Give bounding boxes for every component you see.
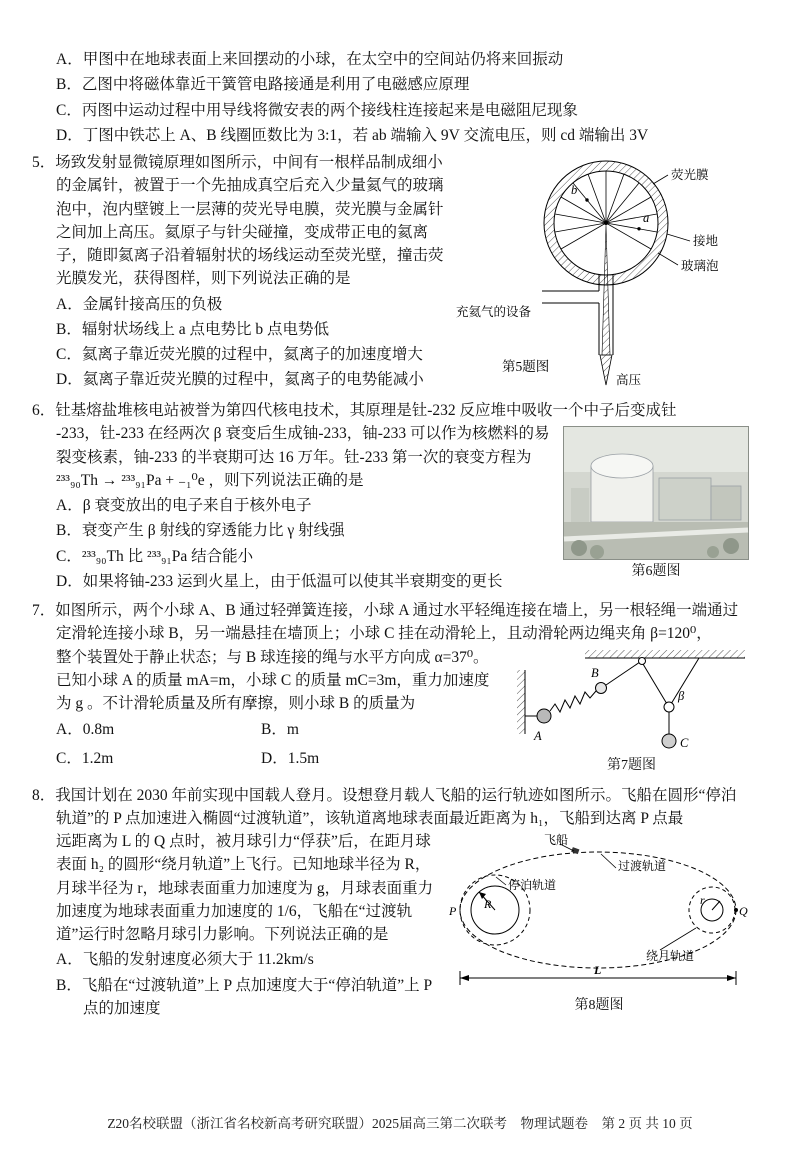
helium-device-label: 充氦气的设备	[456, 305, 532, 319]
q8-option-b: B．飞船在“过渡轨道”上 P 点加速度大于“停泊轨道”上 P 点的加速度	[56, 976, 432, 1017]
lunar-orbit-label: 绕月轨道	[646, 949, 695, 963]
movable-pulley	[664, 702, 674, 712]
page-footer: Z20名校联盟（浙江省名校新高考研究联盟）2025届高三第二次联考 物理试题卷 第 2 页 共 10 页	[107, 1115, 693, 1131]
q6-option-d: D．如果将铀-233 运到火星上，由于低温可以使其半衰期变的更长	[56, 572, 503, 590]
transfer-orbit	[460, 852, 736, 968]
lunar-orbit-figure	[448, 832, 750, 994]
transfer-orbit-label: 过渡轨道	[618, 859, 667, 873]
q8-option-a: A．飞船的发射速度必须大于 11.2km/s	[56, 951, 314, 969]
figure-caption: 第6题图	[631, 564, 681, 580]
question-6-stem-line1: 6．钍基熔盐堆核电站被誉为第四代核电技术，其原理是钍-232 反应堆中吸收一个中子后变成钍	[32, 402, 677, 419]
pulley-spring-figure	[513, 648, 750, 754]
q6-option-a: A．β 衰变放出的电子来自于核外电子	[56, 497, 312, 514]
figure-caption: 第5题图	[502, 359, 550, 374]
q7-option-d: D．1.5m	[261, 749, 320, 767]
q4-option-b: B．乙图中将磁体靠近干簧管电路接通是利用了电磁感应原理	[56, 76, 470, 94]
field-emission-microscope-figure	[454, 153, 750, 391]
q-point-dot	[734, 908, 738, 912]
label-R: R	[484, 897, 492, 911]
question-7-stem-line1: 7．如图所示，两个小球 A、B 通过轻弹簧连接，小球 A 通过水平轻绳连接在墙上，另一根轻绳一端通过定滑轮连接小球 B，另一端悬挂在墙顶上；小球 C 挂在动滑轮上，且动滑轮两边绳夹角 β=120⁰，	[32, 602, 739, 643]
point-b-label: b	[571, 183, 578, 197]
question-8-stem-line2: 远距离为 L 的 Q 点时，被月球引力“俘获”后，在距月球表面 h₂ 的圆形“绕月轨道”上飞行。已知地球半径为 R，月球半径为 r，地球表面重力加速度为 g，月球表面重力加速度为地球表面重力加速度的 1/6，飞船在“过渡轨道”运行时忽略月球引力影响。下列说法正确的是	[56, 833, 434, 943]
spring	[550, 691, 596, 712]
label-r: r	[700, 893, 705, 907]
label-P: P	[449, 904, 457, 918]
figure-q7	[513, 648, 750, 776]
ball-C	[662, 734, 676, 748]
question-8	[32, 784, 750, 1023]
point-b-dot	[585, 198, 588, 201]
question-6-stem-line2: -233，钍-233 在经两次 β 衰变后生成铀-233，铀-233 可以作为核燃料的易裂变核素，铀-233 的半衰期可达 16 万年。钍-233 第一次的衰变方程为 ²³³₉₀Th → ²³³₉₁Pa + ₋₁⁰e ，则下列说法正确的是	[56, 425, 550, 489]
q4-option-d: D．丁图中铁芯上 A、B 线圈匝数比为 3:1，若 ab 端输入 9V 交流电压，则 cd 端输出 3V	[56, 126, 649, 144]
q5-option-d: D．氦离子靠近荧光膜的过程中，氦离子的电势能减小	[56, 371, 424, 389]
high-voltage-label: 高压	[616, 373, 642, 387]
label-beta: β	[678, 688, 685, 703]
figure-q6	[562, 426, 750, 582]
ceiling	[585, 650, 745, 658]
q7-option-a: A．0.8m	[56, 721, 115, 739]
question-7	[32, 599, 750, 780]
label-Q: Q	[739, 904, 748, 918]
label-L: L	[594, 963, 602, 977]
figure-q8	[448, 832, 750, 1016]
question-5-stem: 5．场致发射显微镜原理如图所示，中间有一根样品制成细小的金属针，被置于一个先抽成真空后充入少量氦气的玻璃泡中，泡内壁镀上一层薄的荧光导电膜，荧光膜与金属针之间加上高压。氦原子与针尖碰撞，变成带正电的氦离子，随即氦离子沿着辐射状的场线运动至荧光壁，撞击荧光膜发光，获得图样，则下列说法正确的是	[32, 154, 444, 288]
point-a-dot	[637, 227, 640, 230]
fluorescent-film-label: 荧光膜	[671, 168, 709, 182]
q5-option-a: A．金属针接高压的负极	[56, 295, 223, 313]
figure-caption: 第8题图	[574, 998, 624, 1013]
question-7-stem-line2: 整个装置处于静止状态；与 B 球连接的绳与水平方向成 α=37⁰。已知小球 A 的质量 mA=m，小球 C 的质量 mC=3m，重力加速度为 g 。不计滑轮质量及所有摩擦，则小球 B 的质量为	[56, 648, 490, 712]
q4-option-a: A．甲图中在地球表面上来回摆动的小球，在太空中的空间站仍将来回振动	[56, 51, 564, 68]
craft-label: 飞船	[544, 833, 569, 847]
figure-caption: 第7题图	[607, 757, 656, 773]
question-7-options	[32, 718, 503, 770]
parking-orbit-label: 停泊轨道	[508, 878, 557, 892]
q6-option-b: B．衰变产生 β 射线的穿透能力比 γ 射线强	[56, 522, 345, 540]
q5-option-b: B．辐射状场线上 a 点电势比 b 点电势低	[56, 320, 329, 338]
needle-base	[600, 355, 612, 385]
q7-option-c: C．1.2m	[56, 749, 114, 767]
ball-B	[596, 682, 607, 693]
q4-option-c: C．丙图中运动过程中用导线将微安表的两个接线柱连接起来是电磁阻尼现象	[56, 101, 578, 119]
question-4-options	[32, 48, 750, 147]
ground-label: 接地	[693, 234, 719, 248]
label-C: C	[680, 735, 689, 750]
label-A: A	[534, 728, 542, 743]
q7-option-b: B．m	[261, 721, 299, 739]
nuclear-plant-photo	[563, 426, 749, 560]
question-8-stem-line1: 8．我国计划在 2030 年前实现中国载人登月。设想登月载人飞船的运行轨迹如图所示。飞船在圆形“停泊轨道”的 P 点加速进入椭圆“过渡轨道”，该轨道离地球表面最近距离为 h₁，飞船到达离 P 点最	[32, 786, 737, 827]
question-5	[32, 151, 750, 395]
question-6	[32, 399, 750, 595]
wall	[517, 670, 525, 734]
fixed-pulley	[639, 657, 646, 664]
q5-option-c: C．氦离子靠近荧光膜的过程中，氦离子的加速度增大	[56, 346, 423, 363]
q6-option-c: C．²³³₉₀Th 比 ²³³₉₁Pa 结合能小	[56, 547, 254, 565]
label-B: B	[591, 665, 599, 680]
point-a-label: a	[643, 211, 650, 225]
ball-A	[537, 709, 551, 723]
glass-bulb-label: 玻璃泡	[681, 259, 719, 273]
figure-q5	[454, 153, 750, 391]
